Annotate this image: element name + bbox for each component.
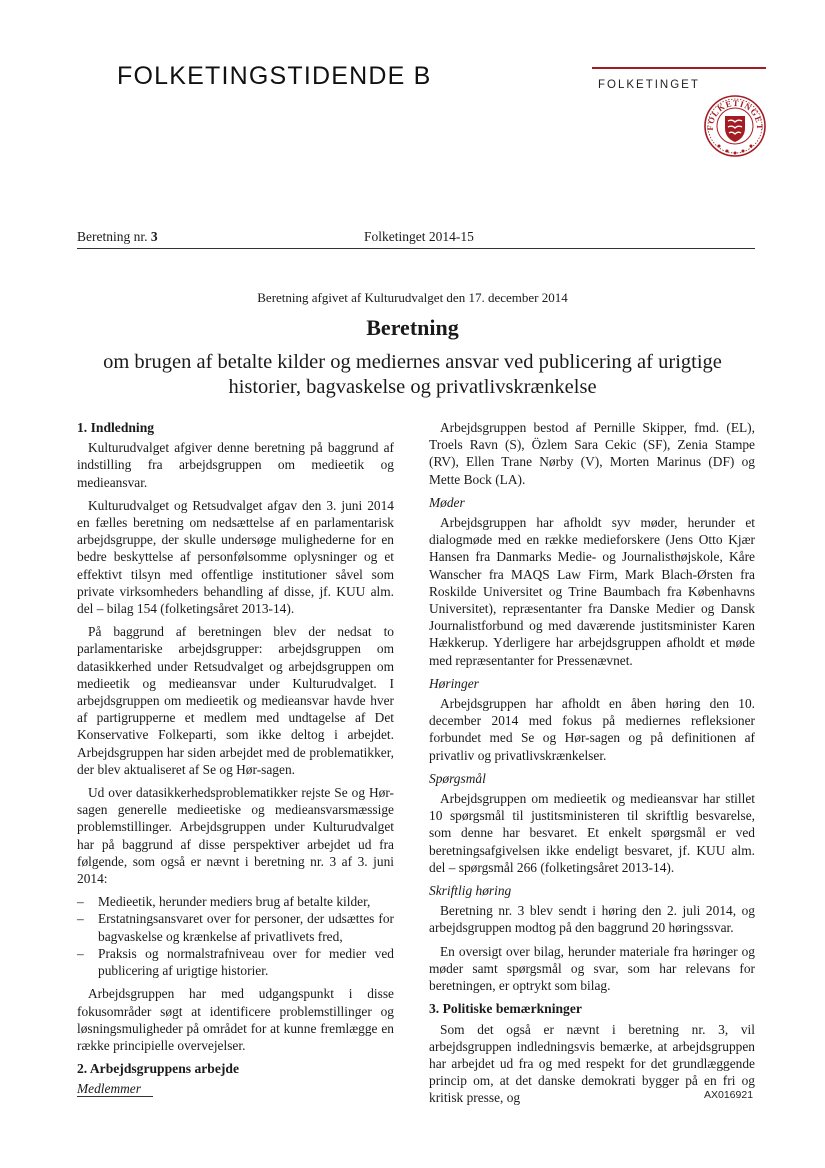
folketinget-seal-logo (703, 94, 767, 158)
parliament-session: Folketinget 2014-15 (364, 229, 474, 244)
document-code: AX016921 (704, 1089, 754, 1101)
subheading-questions: Spørgsmål (429, 770, 486, 786)
report-number (77, 229, 158, 245)
section-heading-work: 2. Arbejdsgruppens arbejde (77, 1061, 240, 1077)
footnote-divider (77, 1096, 153, 1097)
list-item: – Erstatningsansvaret over for personer, der udsættes for bagvaskelse og krænkelse af privatlivets fred, (77, 910, 394, 944)
paragraph: På baggrund af beretningen blev der nedsat to parlamentariske arbejdsgrupper: arbejdsgruppen om datasikkerhed under Retsudvalget og arbejdsgruppen om medieetik og medieansvar under Kulturudvalget. I arbejdsgruppen om medieetik og medieansvar havde hver af partigrupperne et medlem med undtagelse af Det Konservative Folkeparti, som ikke deltog i arbejdet. Arbejdsgruppen har siden arbejdet med de problematikker, der blev aktualiseret af Se og Hør-sagen. (77, 624, 394, 777)
seal-shield-icon (725, 116, 745, 142)
section-heading-introduction: 1. Indledning (77, 420, 155, 435)
submitted-line: Beretning afgivet af Kulturudvalget den 17. december 2014 (257, 290, 568, 305)
brand-rule (592, 67, 766, 69)
subheading-members: Medlemmer (77, 1081, 141, 1097)
document-subtitle: om brugen af betalte kilder og mediernes ansvar ved publicering af urigtige historier, bagvaskelse og privatlivskrænkelse (103, 351, 722, 398)
section-heading-political-remarks: 3. Politiske bemærkninger (429, 1001, 582, 1017)
focus-area-list (77, 893, 394, 979)
paragraph: Arbejdsgruppen har afholdt en åben høring den 10. december 2014 med fokus på mediernes refleksioner forbundet med Se og Hør-sagen og på definitionen af privatliv og privatlivskrænkelser. (429, 696, 755, 763)
paragraph: Som det også er nævnt i beretning nr. 3, vil arbejdsgruppen indledningsvis bemærke, at arbejdsgruppen har arbejdet ud fra og med respekt for det grundlæggende princip om, at det danske demokrati bygger på en fri og kritisk presse, og (429, 1021, 755, 1106)
header-divider (77, 248, 755, 249)
subheading-meetings: Møder (429, 494, 465, 510)
paragraph: Ud over datasikkerhedsproblematikker rejste Se og Hør-sagen generelle medieetiske og medieansvarsmæssige problemstillinger. Arbejdsgruppen under Kulturudvalget har på baggrund af disse perspektiver arbejdet ud fra følgende, som også er nævnt i beretning nr. 3 af 3. juni 2014: (77, 785, 394, 887)
subheading-hearings: Høringer (429, 675, 479, 691)
paragraph: En oversigt over bilag, herunder materiale fra høringer og møder samt spørgsmål og svar, som har relevans for beretningen, er optrykt som bilag. (429, 943, 755, 994)
paragraph: Beretning nr. 3 blev sendt i høring den 2. juli 2014, og arbejdsgruppen modtog på den baggrund 20 høringssvar. (429, 903, 755, 936)
paragraph: Arbejdsgruppen bestod af Pernille Skipper, fmd. (EL), Troels Ravn (S), Özlem Sara Cekic (SF), Zenia Stampe (RV), Ellen Trane Nørby (V), Morten Marinus (DF) og Mette Bock (LA). (429, 420, 755, 487)
paragraph: Kulturudvalget og Retsudvalget afgav den 3. juni 2014 en fælles beretning om nedsættelse af en parlamentarisk arbejdsgruppe, der skulle undersøge mulighederne for en bedre beskyttelse af personfølsomme oplysninger og et effektivt tilsyn med offentlige institutioner såvel som private virksomheders behandling af disse, jf. KUU alm. del – bilag 154 (folketingsåret 2013-14). (77, 497, 394, 617)
right-column (429, 419, 755, 1113)
left-column (77, 419, 394, 1101)
paragraph: Arbejdsgruppen har med udgangspunkt i disse fokusområder søgt at identificere problemstillinger og løsningsmuligheder på området for at kunne fremlægge en række principielle overvejelser. (77, 986, 394, 1053)
paragraph: Arbejdsgruppen om medieetik og medieansvar har stillet 10 spørgsmål til justitsministeren til skriftlig besvarelse, som denne har besvaret. Et enkelt spørgsmål er ved beretningsafgivelsen ikke endeligt besvaret, jf. KUU alm. del – spørgsmål 266 (folketingsåret 2013-14). (429, 791, 755, 875)
seal-text: FOLKETINGET (704, 97, 766, 131)
report-number-label: Beretning nr. (77, 229, 148, 244)
document-title: Beretning (366, 315, 459, 340)
paragraph: Kulturudvalget afgiver denne beretning på baggrund af indstilling fra arbejdsgruppen om medieetik og medieansvar. (77, 440, 394, 490)
paragraph: Arbejdsgruppen har afholdt syv møder, herunder et dialogmøde med en række medieforskere (Jens Otto Kjær Hansen fra Danmarks Medie- og Journalisthøjskole, Kåre Wanscher fra MAQS Law Firm, Mark Blach-Ørsten fra Roskilde Universitet og Trine Baumbach fra Københavns Universitet), repræsentanter fra Danske Medier og Dansk Journalistforbund og med daværende justitsminister Karen Hækkerup. Yderligere har arbejdsgruppen afholdt et møde med repræsentanter for Pressenævnet. (429, 515, 755, 668)
subheading-written-hearing: Skriftlig høring (429, 883, 512, 899)
masthead-title: FOLKETINGSTIDENDE B (117, 62, 432, 90)
list-item: – Medieetik, herunder mediers brug af betalte kilder, (77, 893, 394, 910)
report-number-value: 3 (150, 229, 158, 244)
list-item: – Praksis og normalstrafniveau over for medier ved publicering af urigtige historier. (77, 945, 394, 979)
brand-name: FOLKETINGET (598, 79, 700, 91)
